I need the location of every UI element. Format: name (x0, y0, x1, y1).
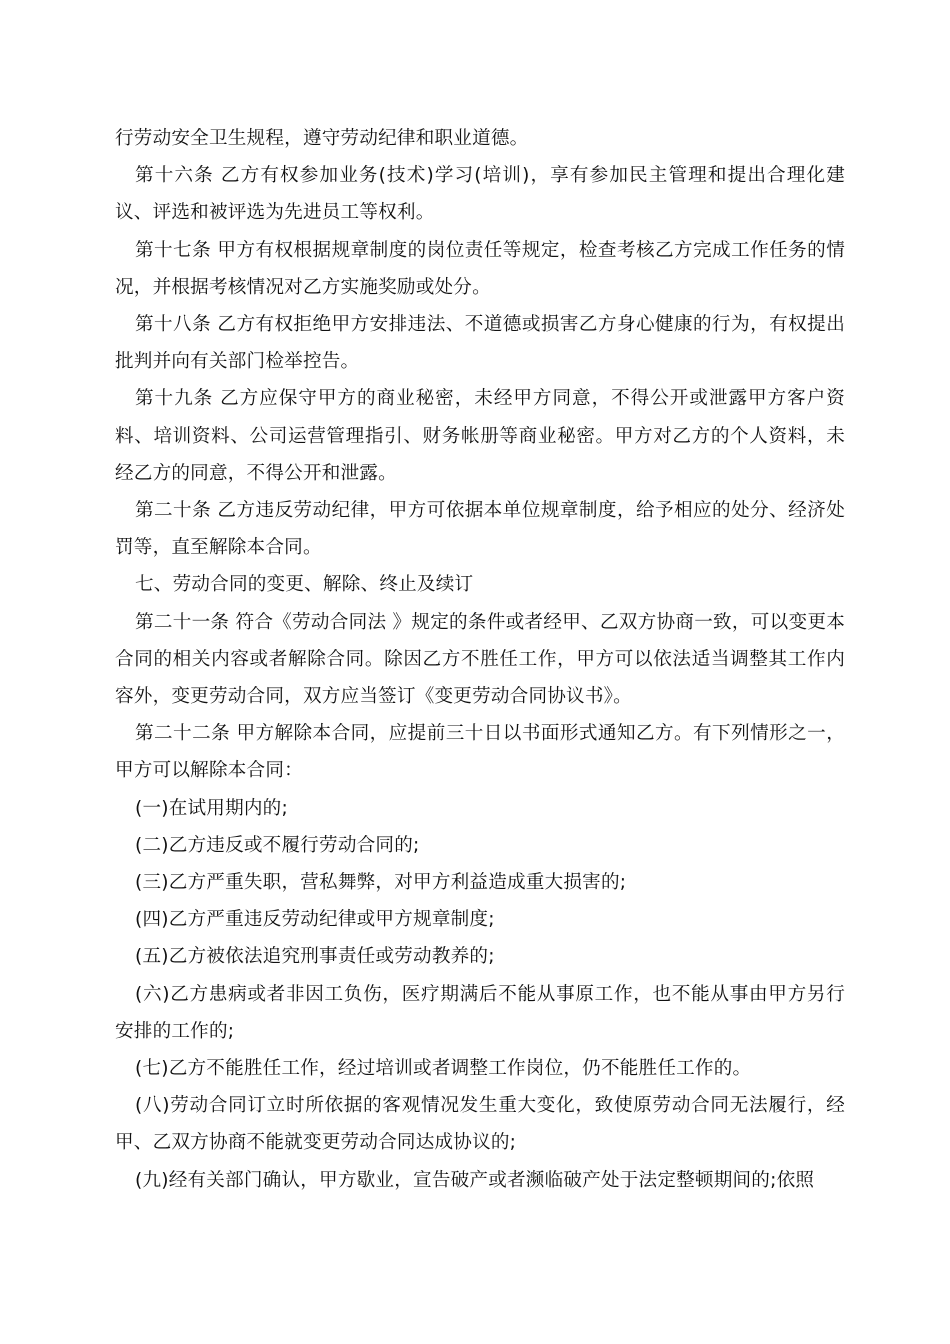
list-item-1: (一)在试用期内的; (135, 797, 288, 819)
list-item-7: (七)乙方不能胜任工作，经过培训或者调整工作岗位，仍不能胜任工作的。 (135, 1058, 752, 1080)
paragraph-article-21: 第二十一条 符合《劳动合同法 》规定的条件或者经甲、乙双方协商一致，可以变更本合同的相关内容或者解除合同。除因乙方不胜任工作，甲方可以依法适当调整其工作内容外，变更劳动合同，双方应当签订《变更劳动合同协议书》。 (115, 611, 845, 708)
list-item-9: (九)经有关部门确认，甲方歇业，宣告破产或者濒临破产处于法定整顿期间的;依照 (135, 1169, 815, 1191)
list-item-3: (三)乙方严重失职，营私舞弊，对甲方利益造成重大损害的; (135, 872, 627, 894)
paragraph-article-20: 第二十条 乙方违反劳动纪律，甲方可依据本单位规章制度，给予相应的处分、经济处罚等，直至解除本合同。 (115, 500, 845, 559)
paragraph-article-16: 第十六条 乙方有权参加业务(技术)学习(培训)，享有参加民主管理和提出合理化建议、评选和被评选为先进员工等权利。 (115, 165, 845, 224)
list-item-6: (六)乙方患病或者非因工负伤，医疗期满后不能从事原工作，也不能从事由甲方另行安排的工作的; (115, 983, 845, 1042)
paragraph-article-19: 第十九条 乙方应保守甲方的商业秘密，未经甲方同意，不得公开或泄露甲方客户资料、培训资料、公司运营管理指引、财务帐册等商业秘密。甲方对乙方的个人资料，未经乙方的同意，不得公开和泄露。 (115, 388, 845, 484)
paragraph-continuation: 行劳动安全卫生规程，遵守劳动纪律和职业道德。 (115, 128, 529, 149)
list-item-2: (二)乙方违反或不履行劳动合同的; (135, 834, 420, 856)
paragraph-article-22: 第二十二条 甲方解除本合同，应提前三十日以书面形式通知乙方。有下列情形之一，甲方可以解除本合同： (115, 723, 845, 782)
paragraph-article-18: 第十八条 乙方有权拒绝甲方安排违法、不道德或损害乙方身心健康的行为，有权提出批判并向有关部门检举控告。 (115, 314, 845, 373)
section-heading-7: 七、劳动合同的变更、解除、终止及续订 (135, 574, 474, 596)
list-item-8: (八)劳动合同订立时所依据的客观情况发生重大变化，致使原劳动合同无法履行，经甲、乙双方协商不能就变更劳动合同达成协议的; (115, 1095, 845, 1154)
contract-body-text (115, 120, 845, 1199)
list-item-4: (四)乙方严重违反劳动纪律或甲方规章制度; (135, 909, 495, 931)
list-item-5: (五)乙方被依法追究刑事责任或劳动教养的; (135, 946, 495, 968)
paragraph-article-17: 第十七条 甲方有权根据规章制度的岗位责任等规定，检查考核乙方完成工作任务的情况，并根据考核情况对乙方实施奖励或处分。 (115, 239, 845, 298)
